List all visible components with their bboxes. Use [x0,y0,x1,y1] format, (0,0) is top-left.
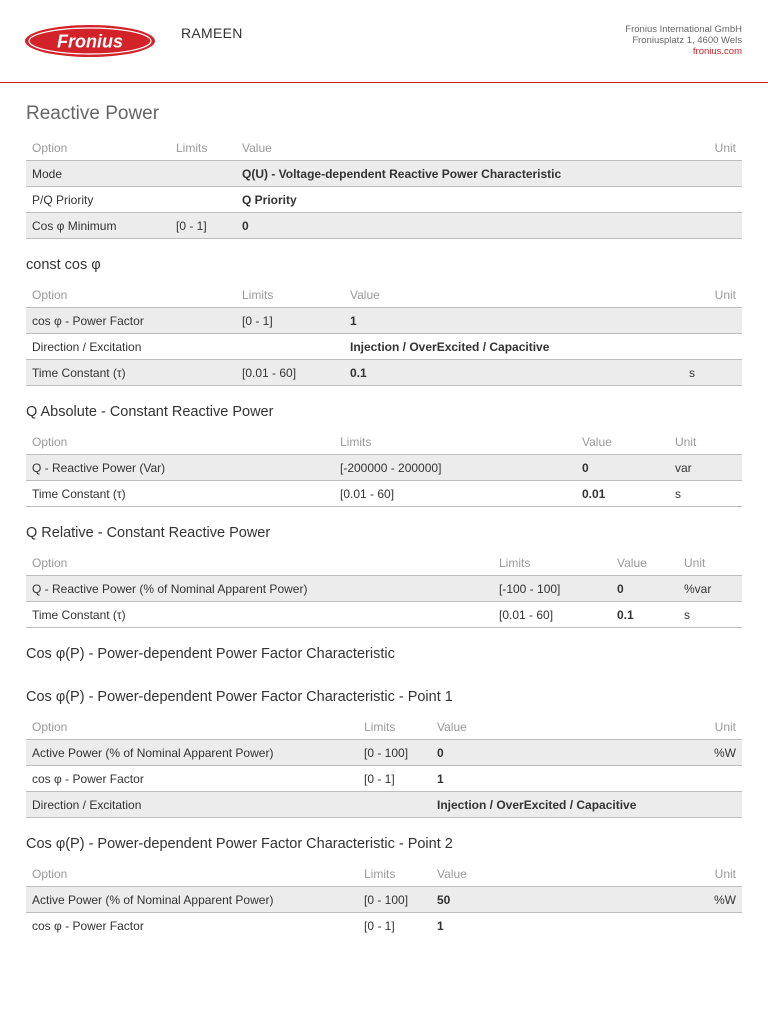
limits-cell: [0 - 100] [358,887,431,913]
unit-cell [689,766,742,792]
column-header: Option [26,714,358,740]
cos-phi-p-point-2-table [26,861,742,938]
column-header: Value [431,714,689,740]
value-cell: 0 [611,576,678,602]
column-header: Value [431,861,689,887]
value-cell: 0 [236,213,692,239]
column-header: Value [236,135,692,161]
option-cell: P/Q Priority [26,187,170,213]
unit-cell: s [683,360,742,386]
limits-cell: [0 - 1] [358,766,431,792]
limits-cell: [0.01 - 60] [236,360,344,386]
column-header: Limits [358,714,431,740]
unit-cell [683,334,742,360]
value-cell: 1 [344,308,683,334]
column-header: Limits [358,861,431,887]
table-header-row [26,135,742,161]
value-cell: Q(U) - Voltage-dependent Reactive Power Characteristic [236,161,692,187]
table-row [26,887,742,913]
limits-cell: [-200000 - 200000] [334,455,576,481]
unit-cell: s [678,602,742,628]
value-cell: 1 [437,918,444,933]
unit-cell [692,213,742,239]
page-header [0,0,768,83]
section-title: Cos φ(P) - Power-dependent Power Factor Characteristic - Point 2 [26,836,453,852]
limits-cell: [0 - 1] [236,308,344,334]
value-cell: 0 [431,740,689,766]
page-title: Reactive Power [26,103,160,124]
limits-cell: [0 - 100] [358,740,431,766]
column-header: Limits [170,135,236,161]
value-cell: 1 [431,766,689,792]
table-header-row [26,282,742,308]
table-row [26,161,742,187]
option-cell: Time Constant (τ) [26,602,493,628]
option-cell: Active Power (% of Nominal Apparent Power) [26,740,358,766]
section-title: Cos φ(P) - Power-dependent Power Factor Characteristic - Point 1 [26,689,453,705]
column-header: Option [26,550,493,576]
column-header: Value [344,282,683,308]
option-cell: Mode [26,161,170,187]
section-title: Q Absolute - Constant Reactive Power [26,404,274,420]
table-row [26,187,742,213]
column-header: Limits [334,429,576,455]
limits-cell [170,187,236,213]
column-header: Value [576,429,669,455]
value-cell: 0.1 [611,602,678,628]
column-header: Option [26,861,358,887]
table-header-row [26,714,742,740]
column-header: Unit [678,550,742,576]
table-row [26,602,742,628]
unit-cell [683,308,742,334]
table-row [26,308,742,334]
const-cos-phi-table [26,282,742,386]
limits-cell: [0 - 1] [170,213,236,239]
limits-cell [358,792,431,818]
value-cell: 0 [576,455,669,481]
limits-cell [236,334,344,360]
column-header: Option [26,282,236,308]
unit-cell [692,161,742,187]
table-row [26,481,742,507]
unit-cell: %var [678,576,742,602]
company-name: Fronius International GmbH [625,24,742,35]
unit-cell [689,913,742,939]
table-header-row [26,429,742,455]
column-header: Option [26,429,334,455]
q-relative-table [26,550,742,628]
table-header-row [26,861,742,887]
table-row [26,913,742,939]
unit-cell: %W [689,887,742,913]
column-header: Unit [689,714,742,740]
value-cell: 0.1 [344,360,683,386]
column-header: Unit [683,282,742,308]
option-cell: Time Constant (τ) [26,360,236,386]
option-cell: Active Power (% of Nominal Apparent Power) [26,887,358,913]
table-row [26,360,742,386]
section-title: Q Relative - Constant Reactive Power [26,525,271,541]
report-content [26,100,742,938]
table-row [26,213,742,239]
table-row [26,792,742,818]
unit-cell [689,792,742,818]
table-row [26,740,742,766]
unit-cell: var [669,455,742,481]
report-owner-name: RAMEEN [181,25,243,41]
option-cell: Q - Reactive Power (Var) [26,455,334,481]
unit-cell [692,187,742,213]
limits-cell: [0.01 - 60] [493,602,611,628]
option-cell: Q - Reactive Power (% of Nominal Apparent Power) [26,576,493,602]
reactive-power-table [26,135,742,239]
option-cell: cos φ - Power Factor [32,918,144,933]
option-cell: cos φ - Power Factor [26,766,358,792]
limits-cell: [0.01 - 60] [334,481,576,507]
table-row [26,455,742,481]
fronius-logo [24,24,156,58]
table-row [26,576,742,602]
value-cell: Injection / OverExcited / Capacitive [431,792,689,818]
option-cell: Direction / Excitation [26,334,236,360]
svg-text:Fronius: Fronius [57,31,123,52]
limits-cell [170,161,236,187]
company-info [625,24,742,57]
section-title: Cos φ(P) - Power-dependent Power Factor Characteristic [26,646,395,662]
value-cell: 0.01 [576,481,669,507]
option-cell: Time Constant (τ) [26,481,334,507]
table-header-row [26,550,742,576]
cos-phi-p-point-1-table [26,714,742,818]
table-row [26,766,742,792]
column-header: Limits [493,550,611,576]
column-header: Unit [689,861,742,887]
company-address: Froniusplatz 1, 4600 Wels [632,35,742,46]
unit-cell: s [669,481,742,507]
column-header: Limits [236,282,344,308]
value-cell: Q Priority [236,187,692,213]
limits-cell: [-100 - 100] [493,576,611,602]
value-cell: Injection / OverExcited / Capacitive [344,334,683,360]
option-cell: cos φ - Power Factor [26,308,236,334]
column-header: Option [26,135,170,161]
q-absolute-table [26,429,742,507]
table-row [26,334,742,360]
value-cell: 50 [431,887,689,913]
option-cell: Direction / Excitation [26,792,358,818]
column-header: Unit [692,135,742,161]
option-cell: Cos φ Minimum [26,213,170,239]
section-title: const cos φ [26,257,101,273]
company-url[interactable]: fronius.com [692,46,742,57]
limits-cell: [0 - 1] [364,918,395,933]
column-header: Value [611,550,678,576]
column-header: Unit [669,429,742,455]
unit-cell: %W [689,740,742,766]
